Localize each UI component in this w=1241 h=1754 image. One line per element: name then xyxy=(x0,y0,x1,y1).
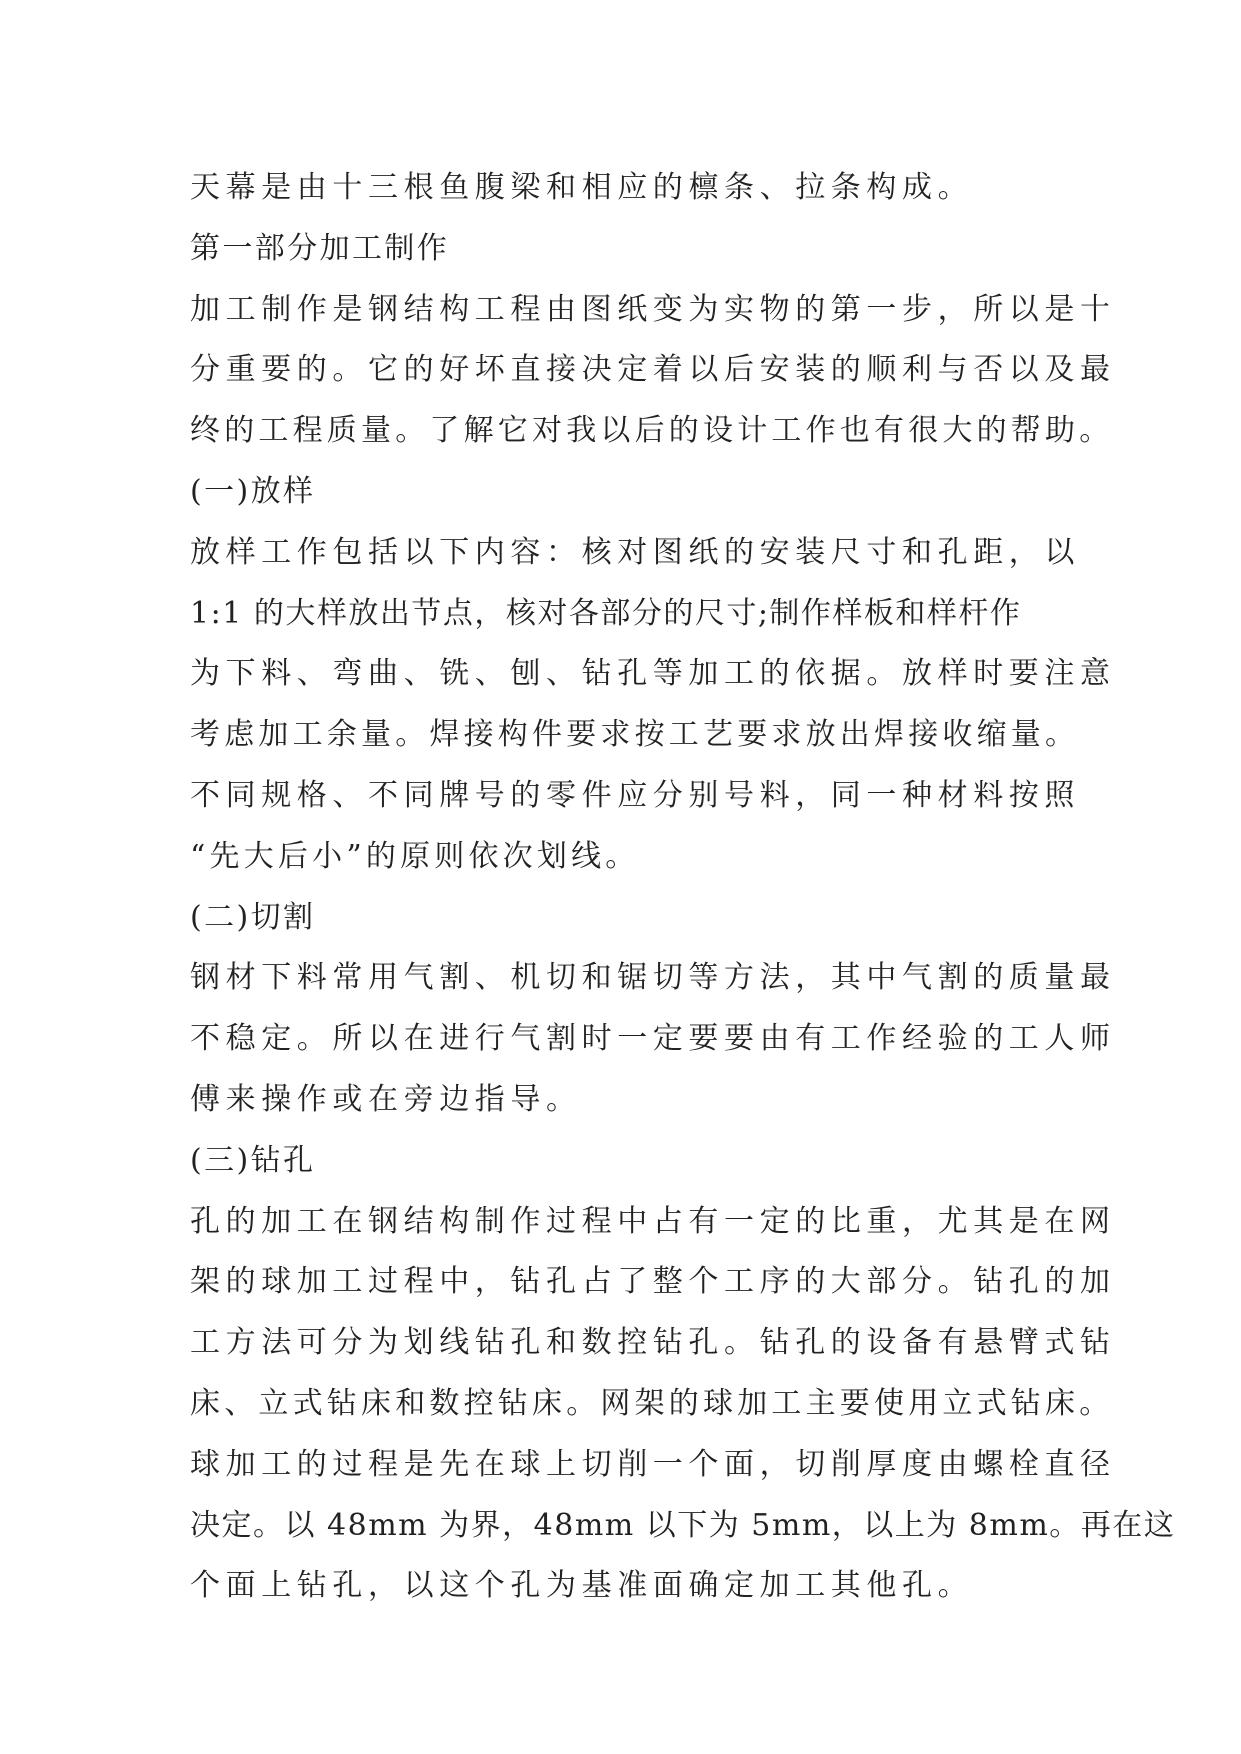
paragraph-layout-line-2: 1:1 的大样放出节点，核对各部分的尺寸;制作样板和样杆作 xyxy=(190,595,1022,631)
section-heading-processing: 第一部分加工制作 xyxy=(190,230,450,266)
paragraph-layout-line-6: “先大后小”的原则依次划线。 xyxy=(190,838,640,874)
paragraph-layout-line-1: 放样工作包括以下内容：核对图纸的安装尺寸和孔距，以 xyxy=(190,534,1080,570)
paragraph-cutting-line-3: 傅来操作或在旁边指导。 xyxy=(190,1081,582,1117)
subheading-layout: (一)放样 xyxy=(190,473,316,509)
subheading-drilling: (三)钻孔 xyxy=(190,1142,316,1178)
paragraph-layout-line-3: 为下料、弯曲、铣、刨、钻孔等加工的依据。放样时要注意 xyxy=(190,656,1116,692)
paragraph-processing-line-2: 分重要的。它的好坏直接决定着以后安装的顺利与否以及最 xyxy=(190,352,1116,388)
paragraph-drilling-line-1: 孔的加工在钢结构制作过程中占有一定的比重，尤其是在网 xyxy=(190,1203,1116,1239)
paragraph-cutting-line-2: 不稳定。所以在进行气割时一定要要由有工作经验的工人师 xyxy=(190,1021,1116,1057)
paragraph-drilling-line-6: 决定。以 48mm 为界，48mm 以下为 5mm，以上为 8mm。再在这 xyxy=(190,1507,1176,1543)
paragraph-cutting-line-1: 钢材下料常用气割、机切和锯切等方法，其中气割的质量最 xyxy=(190,960,1116,996)
paragraph-processing-line-1: 加工制作是钢结构工程由图纸变为实物的第一步，所以是十 xyxy=(190,291,1116,327)
paragraph-drilling-line-2: 架的球加工过程中，钻孔占了整个工序的大部分。钻孔的加 xyxy=(190,1264,1116,1300)
paragraph-drilling-line-3: 工方法可分为划线钻孔和数控钻孔。钻孔的设备有悬臂式钻 xyxy=(190,1325,1116,1361)
document-body xyxy=(190,158,1176,1617)
paragraph-drilling-line-4: 床、立式钻床和数控钻床。网架的球加工主要使用立式钻床。 xyxy=(190,1385,1114,1421)
paragraph-layout-line-4: 考虑加工余量。焊接构件要求按工艺要求放出焊接收缩量。 xyxy=(190,717,1080,753)
paragraph-intro: 天幕是由十三根鱼腹梁和相应的檩条、拉条构成。 xyxy=(190,170,974,205)
subheading-cutting: (二)切割 xyxy=(190,899,316,935)
paragraph-drilling-line-7: 个面上钻孔，以这个孔为基准面确定加工其他孔。 xyxy=(190,1568,974,1604)
paragraph-drilling-line-5: 球加工的过程是先在球上切削一个面，切削厚度由螺栓直径 xyxy=(190,1446,1116,1482)
paragraph-layout-line-5: 不同规格、不同牌号的零件应分别号料，同一种材料按照 xyxy=(190,777,1080,813)
paragraph-processing-line-3: 终的工程质量。了解它对我以后的设计工作也有很大的帮助。 xyxy=(190,413,1114,449)
